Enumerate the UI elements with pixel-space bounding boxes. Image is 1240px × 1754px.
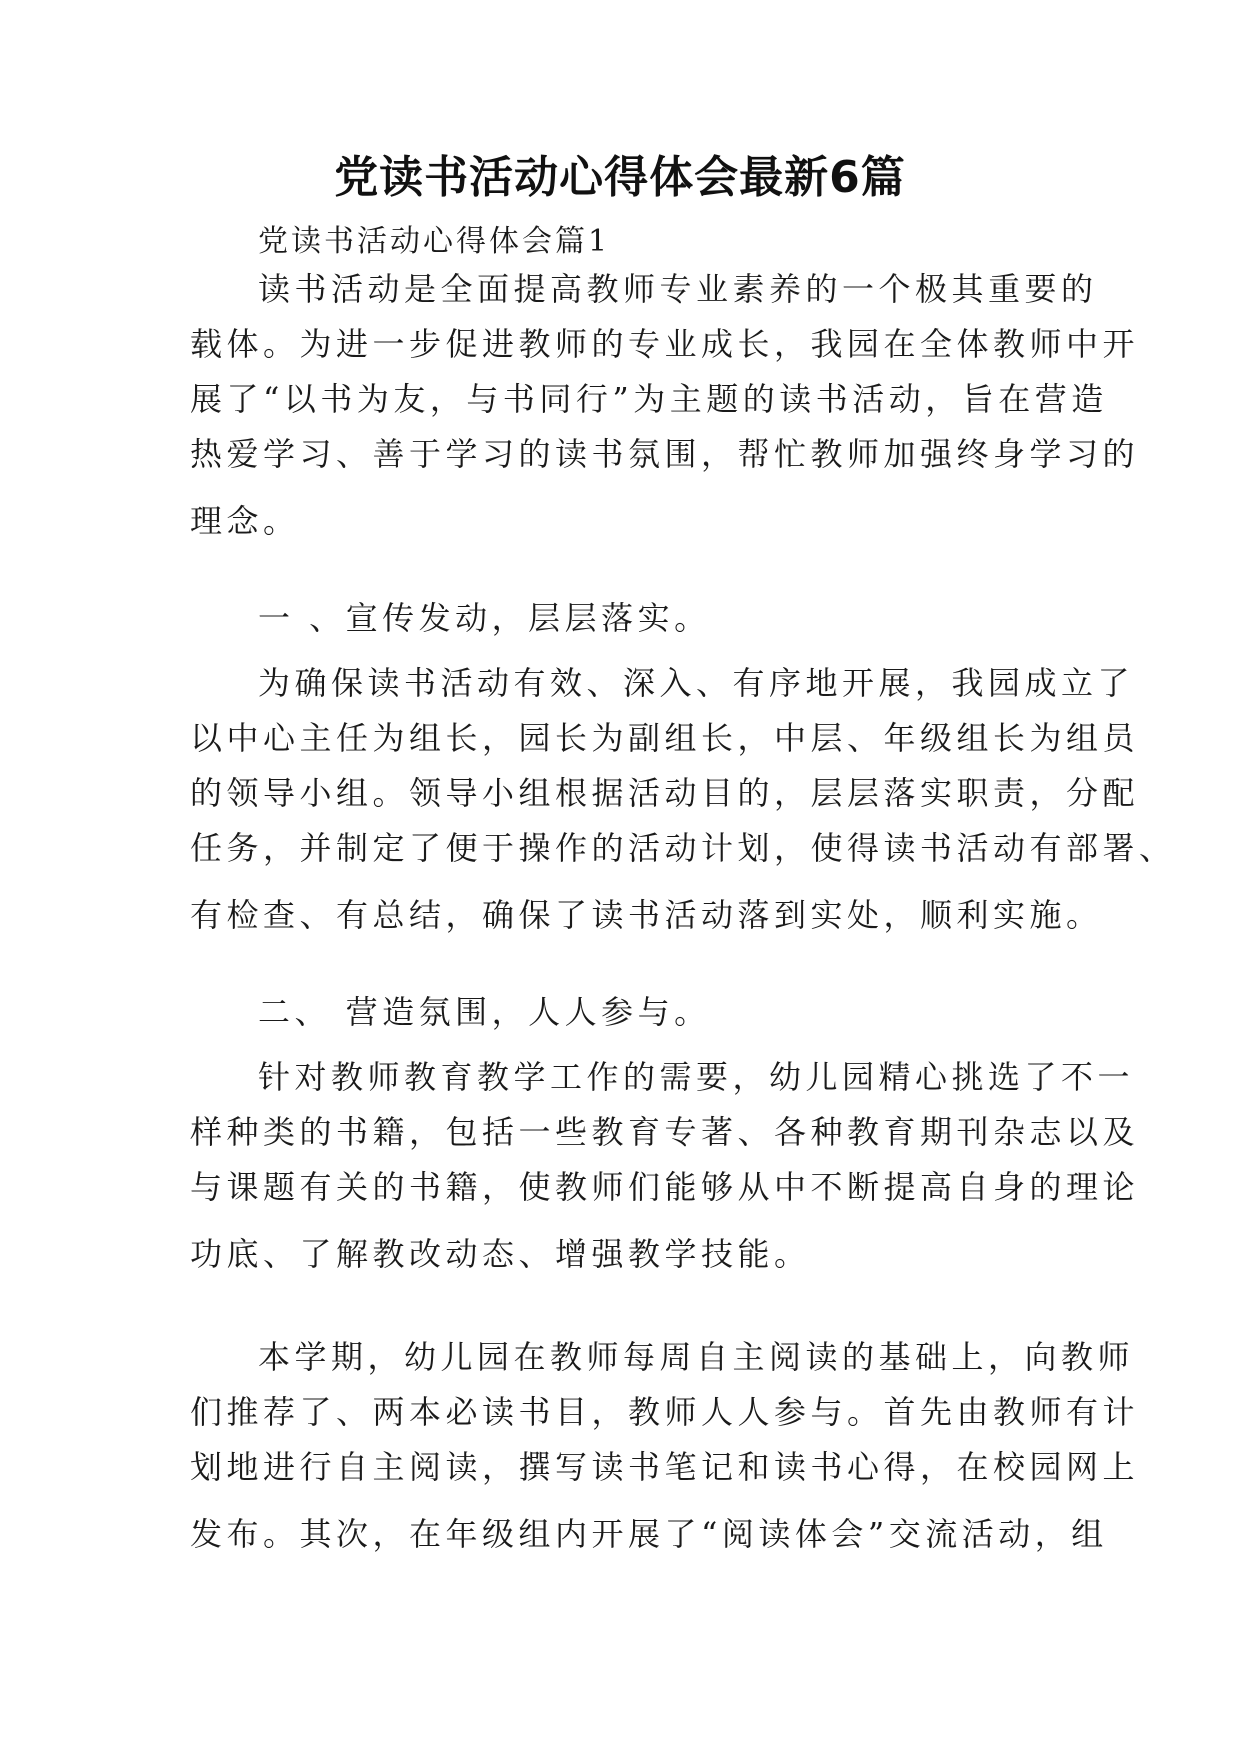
paragraph-line: 的领导小组。领导小组根据活动目的，层层落实职责，分配	[190, 774, 1140, 812]
paragraph-line: 本学期，幼儿园在教师每周自主阅读的基础上，向教师	[258, 1338, 1135, 1376]
paragraph-line: 有检查、有总结，确保了读书活动落到实处，顺利实施。	[190, 896, 1103, 934]
paragraph-line: 以中心主任为组长，园长为副组长，中层、年级组长为组员	[190, 719, 1140, 757]
paragraph-line: 理念。	[190, 502, 300, 540]
paragraph-line: 们推荐了、两本必读书目，教师人人参与。首先由教师有计	[190, 1393, 1140, 1431]
paragraph-organization	[190, 656, 1176, 943]
paragraph-line: 读书活动是全面提高教师专业素养的一个极其重要的	[258, 270, 1098, 308]
paragraph-books	[190, 1050, 1140, 1282]
section-heading-1: 一 、宣传发动，层层落实。	[258, 599, 711, 637]
paragraph-line: 样种类的书籍，包括一些教育专著、各种教育期刊杂志以及	[190, 1113, 1140, 1151]
paragraph-line: 发布。其次，在年级组内开展了“阅读体会”交流活动，组	[190, 1515, 1108, 1553]
section-subtitle: 党读书活动心得体会篇1	[258, 224, 611, 259]
paragraph-line: 针对教师教育教学工作的需要，幼儿园精心挑选了不一	[258, 1058, 1135, 1096]
paragraph-line: 为确保读书活动有效、深入、有序地开展，我园成立了	[258, 664, 1135, 702]
paragraph-line: 载体。为进一步促进教师的专业成长，我园在全体教师中开	[190, 325, 1140, 363]
paragraph-line: 展了“以书为友，与书同行”为主题的读书活动，旨在营造	[190, 380, 1108, 418]
paragraph-intro	[190, 262, 1140, 549]
paragraph-line: 热爱学习、善于学习的读书氛围，帮忙教师加强终身学习的	[190, 435, 1140, 473]
paragraph-line: 任务，并制定了便于操作的活动计划，使得读书活动有部署、	[190, 829, 1176, 867]
document-title: 党读书活动心得体会最新6篇	[334, 152, 906, 203]
section-heading-2: 二、 营造氛围，人人参与。	[258, 993, 711, 1031]
paragraph-reading	[190, 1330, 1140, 1562]
paragraph-line: 与课题有关的书籍，使教师们能够从中不断提高自身的理论	[190, 1168, 1140, 1206]
paragraph-line: 划地进行自主阅读，撰写读书笔记和读书心得，在校园网上	[190, 1448, 1140, 1486]
paragraph-line: 功底、了解教改动态、增强教学技能。	[190, 1235, 811, 1273]
